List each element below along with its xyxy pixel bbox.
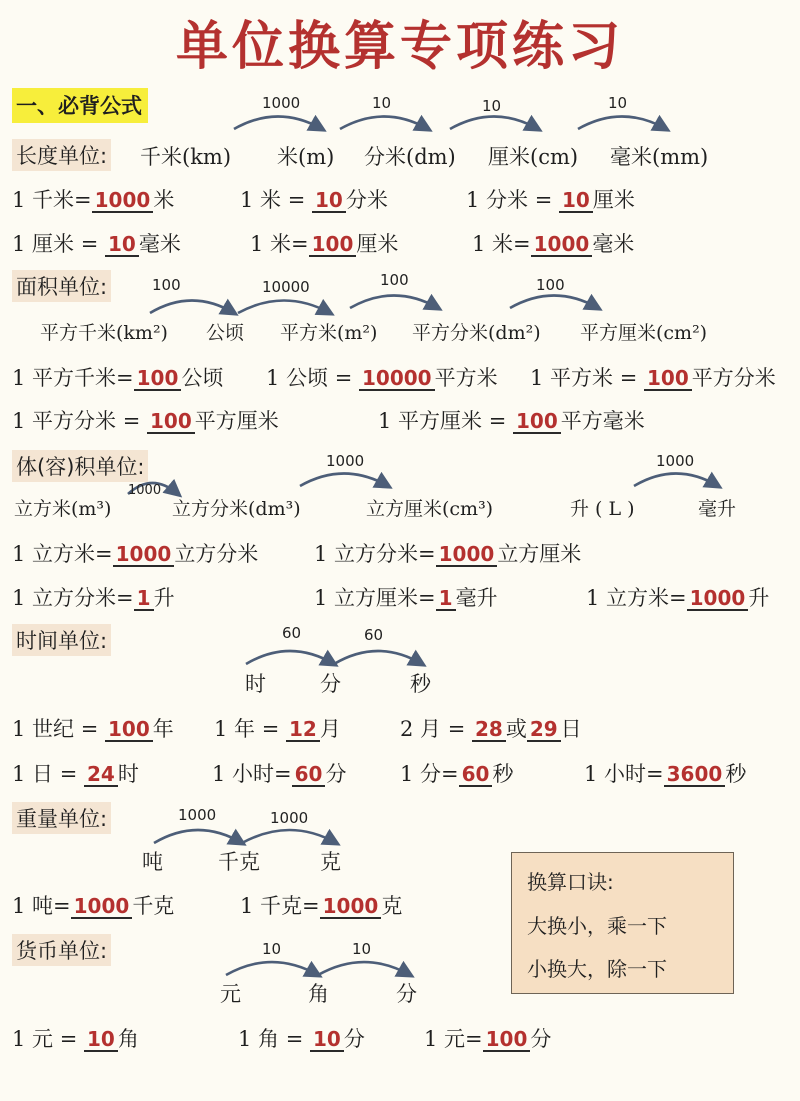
answer: 100 bbox=[309, 234, 357, 257]
answer: 60 bbox=[292, 764, 326, 787]
fact-line: 1 千米= 1000 米 bbox=[12, 188, 175, 212]
fact-line: 1 平方米 = 100 平方分米 bbox=[530, 366, 776, 390]
mnemonic-line: 大换小，乘一下 bbox=[527, 914, 667, 938]
money-unit: 元 bbox=[220, 982, 241, 1006]
fact-line: 1 立方厘米= 1 毫升 bbox=[314, 586, 498, 610]
answer: 3600 bbox=[664, 764, 726, 787]
time-label: 时间单位: bbox=[12, 624, 111, 656]
answer: 60 bbox=[459, 764, 493, 787]
time-arc-label: 60 bbox=[282, 624, 302, 642]
answer: 10 bbox=[312, 190, 346, 213]
arc-cm-mm bbox=[578, 117, 666, 130]
fact-line: 1 立方分米= 1000 立方厘米 bbox=[314, 542, 582, 566]
fact-line: 1 立方米= 1000 立方分米 bbox=[12, 542, 259, 566]
fact-line: 1 立方分米= 1 升 bbox=[12, 586, 175, 610]
fact-line: 1 世纪 = 100 年 bbox=[12, 717, 174, 741]
answer: 100 bbox=[105, 719, 153, 742]
area-arc-label: 100 bbox=[152, 276, 181, 294]
length-arc-label: 10 bbox=[608, 94, 628, 112]
answer: 100 bbox=[513, 411, 561, 434]
volume-arc-label: 1000 bbox=[656, 452, 695, 470]
answer: 1 bbox=[436, 588, 456, 611]
fact-line: 1 年 = 12 月 bbox=[214, 717, 341, 741]
volume-unit: 立方分米(dm³) bbox=[172, 498, 301, 520]
answer: 100 bbox=[134, 368, 182, 391]
area-unit: 平方分米(dm²) bbox=[412, 322, 541, 344]
arc-dm2-cm2 bbox=[510, 296, 598, 309]
length-unit: 厘米(cm) bbox=[488, 145, 579, 169]
fact-line: 1 小时= 60 分 bbox=[212, 762, 347, 786]
mnemonic-title: 换算口诀: bbox=[527, 870, 614, 894]
answer: 100 bbox=[483, 1029, 531, 1052]
time-arc-label: 60 bbox=[364, 626, 384, 644]
length-arc-label: 10 bbox=[372, 94, 392, 112]
page-title: 单位换算专项练习 bbox=[175, 17, 624, 77]
money-unit: 分 bbox=[396, 982, 417, 1006]
answer: 1000 bbox=[320, 896, 382, 919]
length-unit: 千米(km) bbox=[140, 145, 232, 169]
fact-line: 1 米= 100 厘米 bbox=[250, 232, 399, 256]
answer: 10 bbox=[310, 1029, 344, 1052]
fact-line: 1 元= 100 分 bbox=[424, 1027, 552, 1051]
volume-unit: 立方厘米(cm³) bbox=[366, 498, 494, 520]
answer: 100 bbox=[644, 368, 692, 391]
answer: 29 bbox=[527, 719, 561, 742]
weight-unit: 千克 bbox=[218, 850, 260, 874]
time-unit: 分 bbox=[320, 672, 341, 696]
answer: 12 bbox=[286, 719, 320, 742]
answer: 1000 bbox=[113, 544, 175, 567]
arc-min-s bbox=[334, 651, 422, 664]
area-arc-label: 10000 bbox=[262, 278, 310, 296]
area-unit: 公顷 bbox=[206, 322, 245, 344]
arc-ha-m2 bbox=[238, 301, 330, 314]
weight-unit: 吨 bbox=[142, 850, 163, 874]
length-label: 长度单位: bbox=[12, 139, 111, 171]
arc-l-ml bbox=[634, 474, 718, 487]
length-arc-label: 10 bbox=[482, 97, 502, 115]
fact-line: 2 月 = 28 或 29 日 bbox=[400, 717, 582, 741]
area-unit: 平方厘米(cm²) bbox=[580, 322, 708, 344]
fact-line: 1 元 = 10 角 bbox=[12, 1027, 139, 1051]
answer: 1000 bbox=[71, 896, 133, 919]
volume-arc-label: 1000 bbox=[326, 452, 365, 470]
answer: 1 bbox=[134, 588, 154, 611]
volume-arc-label: 1000 bbox=[128, 483, 162, 498]
time-unit: 秒 bbox=[410, 672, 431, 696]
arc-km2-ha bbox=[150, 301, 234, 314]
length-unit: 米(m) bbox=[277, 145, 335, 169]
volume-label: 体(容)积单位: bbox=[12, 450, 148, 482]
fact-line: 1 米 = 10 分米 bbox=[240, 188, 388, 212]
arc-jiao-fen bbox=[318, 962, 410, 975]
fact-line: 1 平方厘米 = 100 平方毫米 bbox=[378, 409, 645, 433]
weight-label: 重量单位: bbox=[12, 802, 111, 834]
volume-unit: 毫升 bbox=[698, 498, 737, 520]
answer: 10000 bbox=[359, 368, 435, 391]
arc-kg-g bbox=[242, 830, 336, 843]
money-unit: 角 bbox=[308, 982, 329, 1006]
fact-line: 1 平方千米= 100 公顷 bbox=[12, 366, 224, 390]
answer: 10 bbox=[105, 234, 139, 257]
fact-line: 1 立方米= 1000 升 bbox=[586, 586, 770, 610]
fact-line: 1 千克= 1000 克 bbox=[240, 894, 403, 918]
fact-line: 1 米= 1000 毫米 bbox=[472, 232, 635, 256]
arc-dm3-cm3 bbox=[300, 474, 388, 487]
fact-line: 1 分= 60 秒 bbox=[400, 762, 514, 786]
answer: 1000 bbox=[92, 190, 154, 213]
answer: 1000 bbox=[436, 544, 498, 567]
answer: 10 bbox=[84, 1029, 118, 1052]
fact-line: 1 日 = 24 时 bbox=[12, 762, 139, 786]
length-unit: 分米(dm) bbox=[364, 145, 456, 169]
fact-line: 1 平方分米 = 100 平方厘米 bbox=[12, 409, 279, 433]
arc-t-kg bbox=[154, 830, 242, 843]
mnemonic-line: 小换大，除一下 bbox=[527, 957, 667, 981]
answer: 10 bbox=[559, 190, 593, 213]
fact-line: 1 公顷 = 10000 平方米 bbox=[266, 366, 498, 390]
length-unit: 毫米(mm) bbox=[610, 145, 709, 169]
volume-unit: 升 ( L ) bbox=[570, 498, 635, 520]
arc-dm-cm bbox=[450, 117, 538, 130]
arc-yuan-jiao bbox=[226, 962, 318, 975]
arc-h-min bbox=[246, 651, 334, 664]
weight-arc-label: 1000 bbox=[270, 809, 309, 827]
section-heading: 一、必背公式 bbox=[12, 88, 148, 123]
area-arc-label: 100 bbox=[536, 276, 565, 294]
arc-km-m bbox=[234, 117, 322, 130]
answer: 100 bbox=[147, 411, 195, 434]
time-unit: 时 bbox=[245, 672, 266, 696]
area-unit: 平方米(m²) bbox=[280, 322, 378, 344]
weight-unit: 克 bbox=[320, 850, 341, 874]
fact-line: 1 厘米 = 10 毫米 bbox=[12, 232, 181, 256]
answer: 1000 bbox=[531, 234, 593, 257]
answer: 24 bbox=[84, 764, 118, 787]
money-label: 货币单位: bbox=[12, 934, 111, 966]
volume-unit: 立方米(m³) bbox=[14, 498, 112, 520]
answer: 28 bbox=[472, 719, 506, 742]
arc-m2-dm2 bbox=[350, 296, 438, 309]
fact-line: 1 角 = 10 分 bbox=[238, 1027, 365, 1051]
mnemonic-box bbox=[511, 852, 734, 994]
fact-line: 1 吨= 1000 千克 bbox=[12, 894, 175, 918]
fact-line: 1 分米 = 10 厘米 bbox=[466, 188, 635, 212]
money-arc-label: 10 bbox=[262, 940, 282, 958]
answer: 1000 bbox=[687, 588, 749, 611]
area-unit: 平方千米(km²) bbox=[40, 322, 168, 344]
length-arc-label: 1000 bbox=[262, 94, 301, 112]
area-label: 面积单位: bbox=[12, 270, 111, 302]
arc-m-dm bbox=[340, 117, 428, 130]
area-arc-label: 100 bbox=[380, 271, 409, 289]
fact-line: 1 小时= 3600 秒 bbox=[584, 762, 747, 786]
weight-arc-label: 1000 bbox=[178, 806, 217, 824]
money-arc-label: 10 bbox=[352, 940, 372, 958]
